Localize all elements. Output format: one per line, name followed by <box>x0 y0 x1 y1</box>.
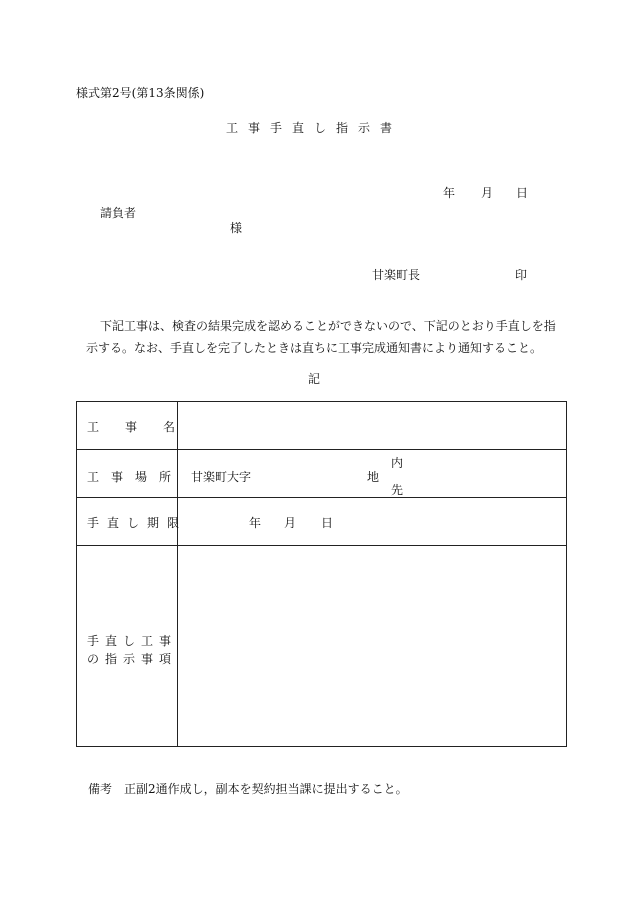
row-work-name <box>77 402 566 450</box>
date-month-label: 月 <box>481 186 494 200</box>
contractor-label: 請負者 <box>100 206 137 220</box>
row-instructions <box>77 546 566 746</box>
work-place-uchi: 内 <box>391 456 404 470</box>
label-cell-work-name <box>77 402 202 449</box>
work-place-saki: 先 <box>391 483 404 497</box>
issuer-title: 甘楽町長 <box>372 268 421 282</box>
document-title: 工事手直し指示書 <box>226 121 403 135</box>
label-cell-work-place <box>77 450 184 497</box>
form-number: 様式第2号(第13条関係) <box>76 86 205 100</box>
deadline-month: 月 <box>284 516 297 530</box>
instruction-table <box>76 401 567 747</box>
date-year-label: 年 <box>443 186 456 200</box>
label-cell-deadline <box>77 498 188 545</box>
label-cell-instructions <box>77 546 178 746</box>
date-day-label: 日 <box>516 186 529 200</box>
work-place-label: 工事場所 <box>87 470 184 484</box>
deadline-label: 手直し期限 <box>87 516 188 530</box>
deadline-year: 年 <box>249 516 262 530</box>
deadline-day: 日 <box>321 516 334 530</box>
work-name-label: 工事名 <box>87 420 202 434</box>
work-place-prefix: 甘楽町大字 <box>191 470 252 484</box>
row-deadline <box>77 498 566 546</box>
honorific-sama: 様 <box>230 221 243 235</box>
body-paragraph: 下記工事は、検査の結果完成を認めることができないので、下記のとおり手直しを指示する。なお、手直しを完了したときは直ちに工事完成通知書により通知すること。 <box>86 319 556 355</box>
work-place-chi: 地 <box>367 470 380 484</box>
seal-mark: 印 <box>515 268 528 282</box>
instructions-label-line2: の指示事項 <box>87 652 178 666</box>
instructions-label-line1: 手直し工事 <box>87 634 178 648</box>
row-work-place <box>77 450 566 498</box>
ki-heading: 記 <box>308 372 321 386</box>
remarks-note: 備考 正副2通作成し，副本を契約担当課に提出すること。 <box>88 782 408 796</box>
